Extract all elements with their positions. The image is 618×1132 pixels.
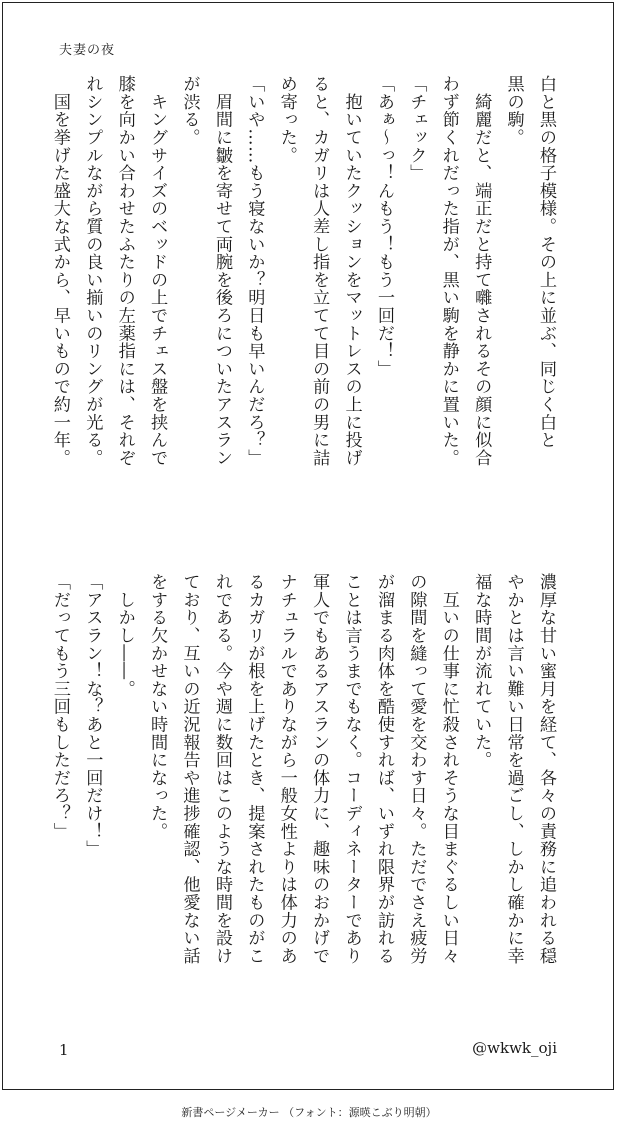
text-column: め寄った。 [276, 75, 297, 164]
text-column: 福な時間が流れていた。 [471, 573, 492, 769]
text-column: ナチュラルでありながら一般女性よりは体力のあ [276, 573, 297, 965]
text-column: をする欠かせない時間になった。 [147, 573, 168, 840]
text-column: れである。今や週に数回はこのような時間を設け [211, 573, 232, 965]
text-block-top [44, 75, 563, 523]
text-column: 白と黒の格子模様。その上に並ぶ、同じく白と [536, 75, 556, 449]
text-column: 濃厚な甘い蜜月を経て、各々の責務に追われる穏 [536, 573, 556, 965]
author-handle: @wkwk_oji [472, 1039, 557, 1057]
text-column: 黒の駒。 [503, 75, 524, 147]
text-block-bottom [44, 573, 563, 1013]
text-column: ると、カガリは人差し指を立てて目の前の男に詰 [309, 75, 330, 467]
text-column: ており、互いの近況報告や進捗確認、他愛ない話 [179, 573, 200, 965]
text-column: ことは言うまでもなく。コーディネーターであり [341, 573, 362, 965]
text-column: の隙間を縫って愛を交わす日々。ただでさえ疲労 [406, 573, 427, 965]
text-column: キングサイズのベッドの上でチェス盤を挟んで [147, 75, 168, 467]
text-column: 「だってもう三回もしただろ？」 [49, 573, 70, 840]
text-column: が溜まる肉体を酷使すれば、いずれ限界が訪れる [373, 573, 394, 965]
text-column: 「あぁ〜っ！んもう！もう一回だ！」 [373, 75, 394, 378]
text-column: しかし――。 [114, 573, 135, 698]
text-column: るカガリが根を上げたとき、提案されたものがこ [244, 573, 265, 965]
text-column: 国を挙げた盛大な式から、早いもので約一年。 [49, 75, 70, 467]
text-column: 抱いていたクッションをマットレスの上に投げ [341, 75, 362, 467]
text-column: 「アスラン！な？あと一回だけ！」 [82, 573, 103, 858]
footer-credit: 新書ページメーカー （フォント：源暎こぶり明朝） [181, 1106, 437, 1119]
text-column: れシンプルながら質の良い揃いのリングが光る。 [82, 75, 103, 467]
text-column: 軍人でもあるアスランの体力に、趣味のおかげで [309, 573, 330, 965]
page-number: 1 [59, 1041, 69, 1059]
text-column: が渋る。 [179, 75, 200, 147]
page-frame [2, 2, 614, 1090]
text-column: 膝を向かい合わせたふたりの左薬指には、それぞ [114, 75, 135, 467]
text-column: やかとは言い難い日常を過ごし、しかし確かに幸 [503, 573, 524, 965]
text-column: 眉間に皺を寄せて両腕を後ろについたアスラン [211, 75, 232, 467]
text-column: 「チェック」 [406, 75, 427, 182]
text-column: 綺麗だと、端正だと持て囃されるその顔に似合 [471, 75, 492, 467]
text-column: 「いや……もう寝ないか？明日も早いんだろ？」 [244, 75, 265, 467]
text-column: わず節くれだった指が、黒い駒を静かに置いた。 [438, 75, 459, 467]
text-column: 互いの仕事に忙殺されそうな目まぐるしい日々 [438, 573, 459, 965]
story-title: 夫妻の夜 [59, 43, 116, 58]
